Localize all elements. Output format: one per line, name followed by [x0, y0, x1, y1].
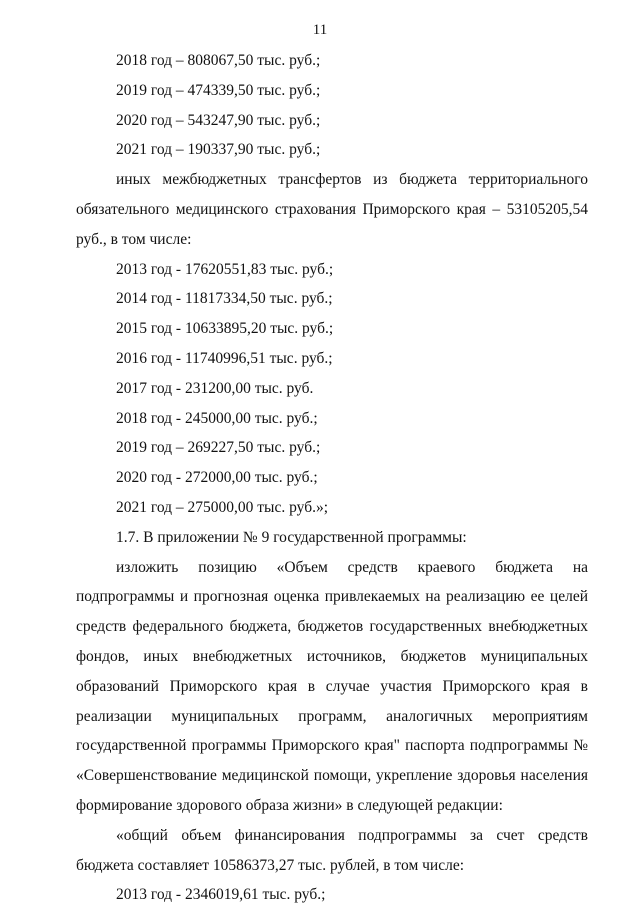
amendment-paragraph-line-7: государственной программы Приморского края" паспорта подпрограммы №	[76, 737, 588, 755]
amendment-paragraph-line-9: формирование здорового образа жизни» в следующей редакции:	[76, 796, 503, 814]
transfer-year-line-2015: 2015 год - 10633895,20 тыс. руб.;	[116, 320, 334, 338]
amendment-paragraph-line-3: средств федерального бюджета, бюджетов государственных внебюджетных	[76, 618, 588, 636]
year-line-2019: 2019 год – 474339,50 тыс. руб.;	[116, 81, 321, 99]
transfer-year-line-2020: 2020 год - 272000,00 тыс. руб.;	[116, 469, 318, 487]
year-line-2020: 2020 год – 543247,90 тыс. руб.;	[116, 111, 321, 129]
transfer-year-line-2019: 2019 год – 269227,50 тыс. руб.;	[116, 439, 321, 457]
transfer-year-line-2017: 2017 год - 231200,00 тыс. руб.	[116, 379, 314, 397]
amendment-paragraph-line-2: подпрограммы и прогнозная оценка привлекаемых на реализацию ее целей	[76, 588, 588, 606]
year-line-2018: 2018 год – 808067,50 тыс. руб.;	[116, 52, 321, 69]
transfer-year-line-2016: 2016 год - 11740996,51 тыс. руб.;	[116, 349, 333, 367]
transfer-year-line-2018: 2018 год - 245000,00 тыс. руб.;	[116, 409, 318, 427]
transfers-paragraph-line-3: руб., в том числе:	[76, 230, 192, 248]
document-body	[76, 46, 588, 910]
transfers-paragraph-line-1: иных межбюджетных трансфертов из бюджета территориального	[116, 171, 588, 189]
section-heading-1-7: 1.7. В приложении № 9 государственной программы:	[116, 528, 467, 546]
amendment-paragraph-line-1: изложить позицию «Объем средств краевого бюджета на	[116, 558, 588, 576]
page-number: 11	[312, 22, 328, 38]
funding-paragraph-line-1: «общий объем финансирования подпрограммы за счет средств	[116, 826, 588, 844]
transfers-paragraph-line-2: обязательного медицинского страхования Приморского края – 53105205,54	[76, 200, 588, 218]
year-line-2021: 2021 год – 190337,90 тыс. руб.;	[116, 141, 321, 159]
transfer-year-line-2021: 2021 год – 275000,00 тыс. руб.»;	[116, 498, 329, 516]
amendment-paragraph-line-4: фондов, иных внебюджетных источников, бюджетов муниципальных	[76, 647, 588, 665]
amendment-paragraph-line-6: реализации муниципальных программ, аналогичных мероприятиям	[76, 707, 588, 725]
amendment-paragraph-line-8: «Совершенствование медицинской помощи, укрепление здоровья населения	[76, 767, 588, 785]
funding-paragraph-line-2: бюджета составляет 10586373,27 тыс. рублей, в том числе:	[76, 856, 465, 874]
amendment-paragraph-line-5: образований Приморского края в случае участия Приморского края в	[76, 677, 588, 695]
funding-year-line-2013: 2013 год - 2346019,61 тыс. руб.;	[116, 886, 326, 904]
transfer-year-line-2013: 2013 год - 17620551,83 тыс. руб.;	[116, 260, 334, 278]
transfer-year-line-2014: 2014 год - 11817334,50 тыс. руб.;	[116, 290, 333, 308]
